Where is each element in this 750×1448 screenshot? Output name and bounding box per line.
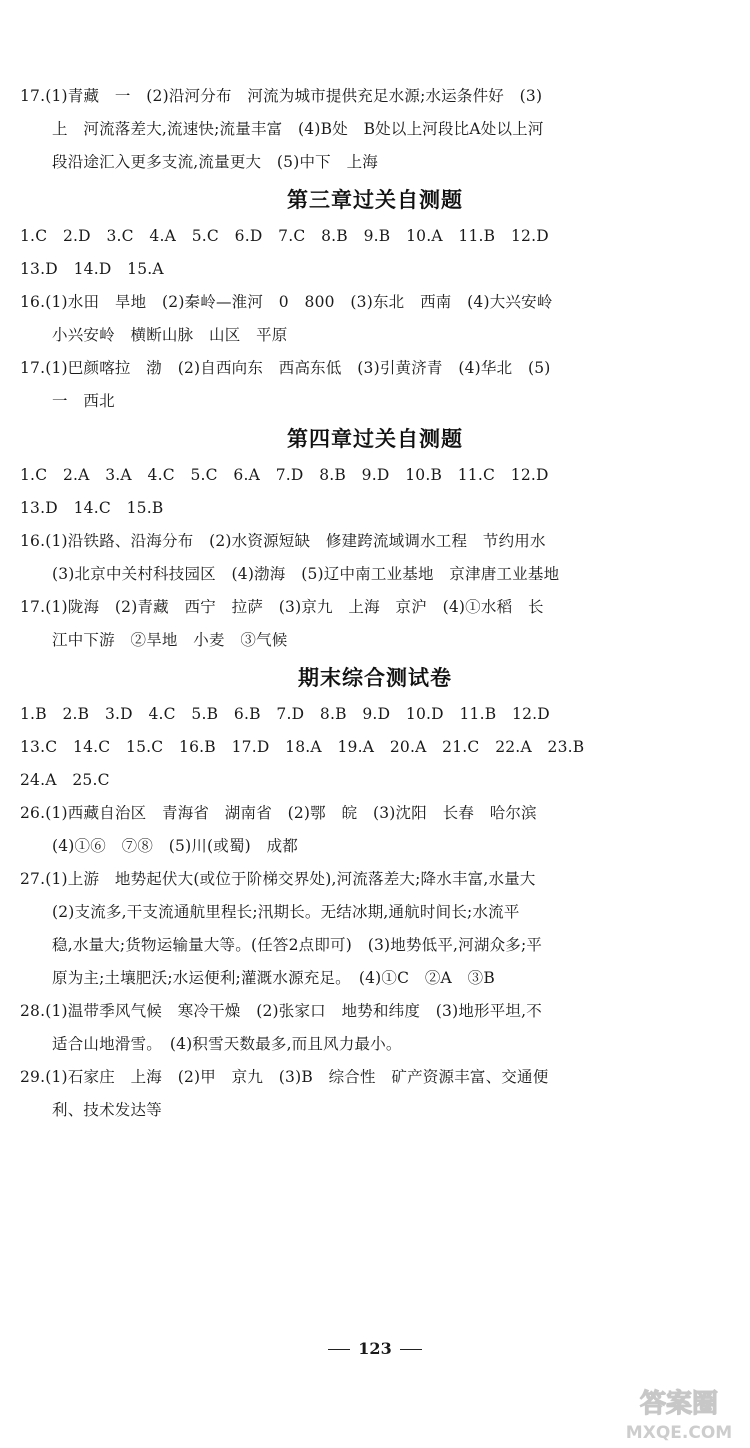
answer-line: 1.B 2.B 3.D 4.C 5.B 6.B 7.D 8.B 9.D 10.D 11.B 12.D [20, 705, 550, 723]
dash-right [400, 1349, 422, 1350]
answer-line: 13.C 14.C 15.C 16.B 17.D 18.A 19.A 20.A 21.C 22.A 23.B [20, 738, 585, 756]
answer-line: 利、技术发达等 [52, 1101, 162, 1119]
answer-line: 26.(1)西藏自治区 青海省 湖南省 (2)鄂 皖 (3)沈阳 长春 哈尔滨 [20, 804, 537, 822]
answer-line: 17.(1)陇海 (2)青藏 西宁 拉萨 (3)京九 上海 京沪 (4)①水稻 长 [20, 598, 544, 616]
answer-line: 17.(1)巴颜喀拉 渤 (2)自西向东 西高东低 (3)引黄济青 (4)华北 (5) [20, 359, 551, 377]
answer-line: 17.(1)青藏 一 (2)沿河分布 河流为城市提供充足水源;水运条件好 (3) [20, 87, 543, 105]
page-number [0, 1338, 750, 1360]
answer-line: 适合山地滑雪。 (4)积雪天数最多,而且风力最小。 [52, 1035, 402, 1053]
answer-line: 江中下游 ②旱地 小麦 ③气候 [52, 631, 288, 649]
answer-line: 13.D 14.D 15.A [20, 260, 164, 278]
page-number-text: 123 [358, 1339, 392, 1358]
answer-line: (2)支流多,干支流通航里程长;汛期长。无结冰期,通航时间长;水流平 [52, 903, 520, 921]
answer-line: (3)北京中关村科技园区 (4)渤海 (5)辽中南工业基地 京津唐工业基地 [52, 565, 560, 583]
answer-line: (4)①⑥ ⑦⑧ (5)川(或蜀) 成都 [52, 837, 299, 855]
answer-line: 一 西北 [52, 392, 115, 410]
answer-line: 1.C 2.D 3.C 4.A 5.C 6.D 7.C 8.B 9.B 10.A 11.B 12.D [20, 227, 549, 245]
answer-line: 28.(1)温带季风气候 寒冷干燥 (2)张家口 地势和纬度 (3)地形平坦,不 [20, 1002, 542, 1020]
dash-left [328, 1349, 350, 1350]
answer-line: 原为主;土壤肥沃;水运便利;灌溉水源充足。 (4)①C ②A ③B [52, 969, 495, 987]
section-heading: 第三章过关自测题 [287, 188, 463, 212]
section-heading: 期末综合测试卷 [298, 666, 452, 690]
answer-line: 13.D 14.C 15.B [20, 499, 164, 517]
answer-line: 27.(1)上游 地势起伏大(或位于阶梯交界处),河流落差大;降水丰富,水量大 [20, 870, 536, 888]
watermark-logo [614, 1382, 744, 1444]
answer-line: 稳,水量大;货物运输量大等。(任答2点即可) (3)地势低平,河湖众多;平 [52, 936, 543, 954]
watermark-top-text: 答案圈 [639, 1389, 719, 1419]
watermark-bottom-text: MXQE.COM [625, 1423, 733, 1443]
answer-line: 小兴安岭 横断山脉 山区 平原 [52, 326, 288, 344]
answer-line: 24.A 25.C [20, 771, 110, 789]
answer-line: 上 河流落差大,流速快;流量丰富 (4)B处 B处以上河段比A处以上河 [52, 120, 544, 138]
answer-line: 29.(1)石家庄 上海 (2)甲 京九 (3)B 综合性 矿产资源丰富、交通便 [20, 1068, 549, 1086]
section-heading: 第四章过关自测题 [287, 427, 463, 451]
answer-line: 16.(1)水田 旱地 (2)秦岭—淮河 0 800 (3)东北 西南 (4)大兴安岭 [20, 293, 553, 311]
answer-line: 16.(1)沿铁路、沿海分布 (2)水资源短缺 修建跨流域调水工程 节约用水 [20, 532, 546, 550]
answer-line: 1.C 2.A 3.A 4.C 5.C 6.A 7.D 8.B 9.D 10.B 11.C 12.D [20, 466, 549, 484]
answer-line: 段沿途汇入更多支流,流量更大 (5)中下 上海 [52, 153, 378, 171]
